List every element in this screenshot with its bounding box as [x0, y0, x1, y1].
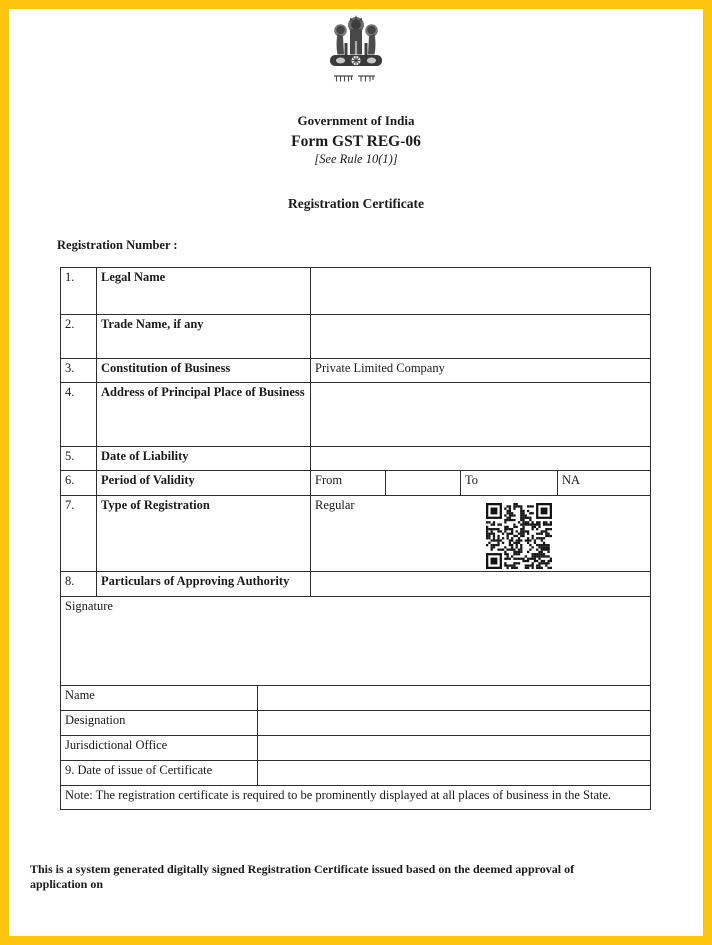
row3-label: Constitution of Business [97, 359, 311, 383]
row5-num: 5. [61, 447, 97, 471]
table-row [61, 471, 651, 496]
row6-from-label: From [311, 471, 386, 496]
table-row [61, 359, 651, 383]
system-generated-note: This is a system generated digitally signed Registration Certificate issued based on the deemed approval of application on [30, 862, 575, 891]
row5-value [311, 447, 651, 471]
government-title: Government of India [297, 113, 415, 128]
table-row [61, 496, 651, 572]
row8-value [311, 572, 651, 597]
designation-value [258, 711, 651, 736]
row8-num: 8. [61, 572, 97, 597]
jurisdictional-office-label: Jurisdictional Office [61, 736, 258, 761]
row6-from-value [386, 471, 461, 496]
certificate-table [60, 267, 651, 810]
row7-value: Regular [315, 498, 355, 512]
date-of-issue-label: 9. Date of issue of Certificate [61, 761, 258, 786]
table-row [61, 711, 651, 736]
row5-label: Date of Liability [97, 447, 311, 471]
rule-reference: [See Rule 10(1)] [314, 152, 398, 166]
table-row [61, 686, 651, 711]
row1-num: 1. [61, 268, 97, 315]
row7-label: Type of Registration [97, 496, 311, 572]
india-national-emblem-icon [324, 12, 388, 90]
row2-label: Trade Name, if any [97, 315, 311, 359]
signature-cell: Signature [61, 597, 651, 686]
row8-label: Particulars of Approving Authority [97, 572, 311, 597]
row1-value [311, 268, 651, 315]
row4-label: Address of Principal Place of Business [97, 383, 311, 447]
table-row [61, 268, 651, 315]
row4-value [311, 383, 651, 447]
table-row [61, 736, 651, 761]
row6-num: 6. [61, 471, 97, 496]
row7-value-cell [311, 496, 651, 572]
row6-label: Period of Validity [97, 471, 311, 496]
registration-number-label: Registration Number : [57, 238, 178, 252]
jurisdictional-office-value [258, 736, 651, 761]
date-of-issue-value [258, 761, 651, 786]
note-text: Note: The registration certificate is required to be prominently displayed at all places of business in the State. [61, 786, 651, 810]
row3-num: 3. [61, 359, 97, 383]
row6-to-value: NA [558, 471, 651, 496]
qr-code-icon [486, 503, 552, 569]
table-row [61, 786, 651, 810]
table-row [61, 761, 651, 786]
row4-num: 4. [61, 383, 97, 447]
table-row [61, 447, 651, 471]
row1-label: Legal Name [97, 268, 311, 315]
certificate-title: Registration Certificate [287, 196, 425, 211]
table-row [61, 383, 651, 447]
table-row [61, 572, 651, 597]
name-value [258, 686, 651, 711]
designation-label: Designation [61, 711, 258, 736]
name-label: Name [61, 686, 258, 711]
form-title: Form GST REG-06 [291, 133, 421, 150]
table-row [61, 597, 651, 686]
emblem-container [9, 12, 703, 95]
table-row [61, 315, 651, 359]
emblem-motto-marks [334, 76, 375, 82]
row7-num: 7. [61, 496, 97, 572]
row2-value [311, 315, 651, 359]
row6-to-label: To [461, 471, 558, 496]
row3-value: Private Limited Company [311, 359, 651, 383]
row2-num: 2. [61, 315, 97, 359]
